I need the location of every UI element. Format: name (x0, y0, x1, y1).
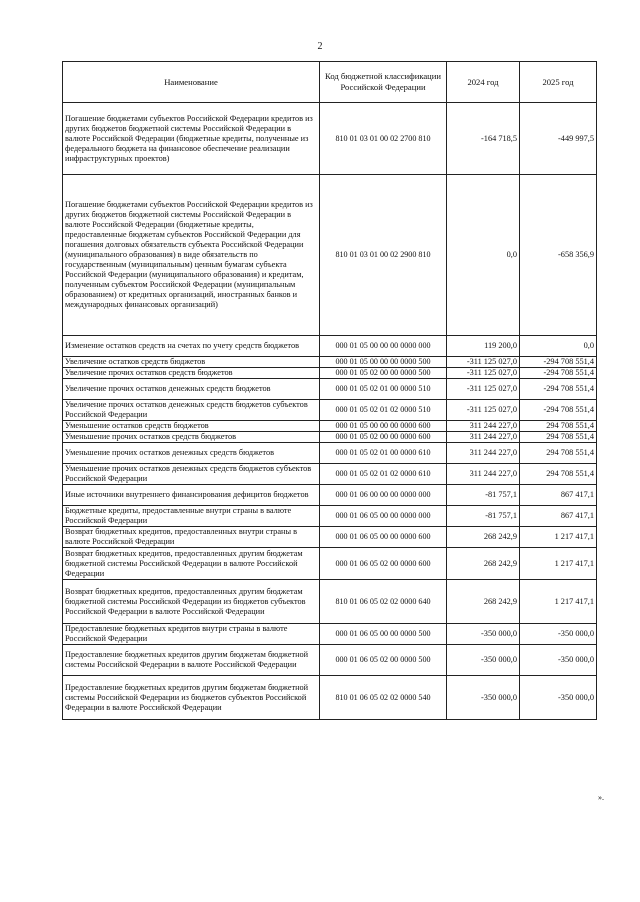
budget-sources-table (62, 61, 597, 720)
row-code: 000 01 06 05 00 00 0000 500 (320, 624, 447, 645)
row-code: 000 01 05 02 01 02 0000 610 (320, 464, 447, 485)
row-value-2024: 268 242,9 (447, 527, 520, 548)
row-value-2024: -311 125 027,0 (447, 400, 520, 421)
row-value-2025: -350 000,0 (520, 624, 597, 645)
row-value-2024: 0,0 (447, 175, 520, 336)
table-body (63, 103, 597, 720)
row-value-2024: 311 244 227,0 (447, 464, 520, 485)
row-value-2024: 119 200,0 (447, 336, 520, 357)
row-value-2025: 1 217 417,1 (520, 580, 597, 624)
row-code: 000 01 06 05 00 00 0000 600 (320, 527, 447, 548)
header-name: Наименование (63, 62, 320, 103)
table-row (63, 580, 597, 624)
row-value-2025: -350 000,0 (520, 645, 597, 676)
row-value-2024: -311 125 027,0 (447, 379, 520, 400)
row-value-2025: -350 000,0 (520, 676, 597, 720)
row-code: 810 01 03 01 00 02 2700 810 (320, 103, 447, 175)
row-value-2024: -81 757,1 (447, 485, 520, 506)
table-row (63, 506, 597, 527)
row-value-2025: -294 708 551,4 (520, 400, 597, 421)
table-row (63, 676, 597, 720)
row-code: 810 01 03 01 00 02 2900 810 (320, 175, 447, 336)
table-row (63, 548, 597, 580)
row-name: Возврат бюджетных кредитов, предоставленных внутри страны в валюте Российской Федерации (63, 527, 320, 548)
row-value-2025: 294 708 551,4 (520, 443, 597, 464)
row-value-2024: 311 244 227,0 (447, 432, 520, 443)
table-row (63, 336, 597, 357)
row-value-2024: 268 242,9 (447, 580, 520, 624)
row-code: 000 01 05 00 00 00 0000 500 (320, 357, 447, 368)
table-row (63, 624, 597, 645)
row-value-2024: -350 000,0 (447, 676, 520, 720)
row-value-2025: 294 708 551,4 (520, 432, 597, 443)
table-row (63, 379, 597, 400)
header-code: Код бюджетной классификации Российской Федерации (320, 62, 447, 103)
row-name: Уменьшение прочих остатков денежных средств бюджетов (63, 443, 320, 464)
row-value-2024: -311 125 027,0 (447, 368, 520, 379)
row-value-2024: -81 757,1 (447, 506, 520, 527)
row-value-2024: 268 242,9 (447, 548, 520, 580)
table-row (63, 421, 597, 432)
row-name: Увеличение прочих остатков денежных средств бюджетов (63, 379, 320, 400)
row-code: 000 01 05 00 00 00 0000 600 (320, 421, 447, 432)
row-name: Бюджетные кредиты, предоставленные внутри страны в валюте Российской Федерации (63, 506, 320, 527)
table-row (63, 443, 597, 464)
row-name: Изменение остатков средств на счетах по учету средств бюджетов (63, 336, 320, 357)
row-code: 810 01 06 05 02 02 0000 540 (320, 676, 447, 720)
row-code: 810 01 06 05 02 02 0000 640 (320, 580, 447, 624)
row-value-2025: 1 217 417,1 (520, 548, 597, 580)
row-value-2025: 867 417,1 (520, 485, 597, 506)
row-name: Иные источники внутреннего финансирования дефицитов бюджетов (63, 485, 320, 506)
row-name: Уменьшение остатков средств бюджетов (63, 421, 320, 432)
row-name: Предоставление бюджетных кредитов другим бюджетам бюджетной системы Российской Федерации из бюджетов субъектов Российской Федерации в валюте Российской Федерации (63, 676, 320, 720)
row-value-2024: -350 000,0 (447, 645, 520, 676)
row-value-2024: -311 125 027,0 (447, 357, 520, 368)
row-name: Погашение бюджетами субъектов Российской Федерации кредитов из других бюджетов бюджетной системы Российской Федерации в валюте Российской Федерации (бюджетные кредиты, полученные из федерального бюджета на финансовое обеспечение реализации инфраструктурных проектов) (63, 103, 320, 175)
row-code: 000 01 06 05 02 00 0000 600 (320, 548, 447, 580)
row-code: 000 01 06 00 00 00 0000 000 (320, 485, 447, 506)
row-name: Увеличение прочих остатков средств бюджетов (63, 368, 320, 379)
row-value-2025: -294 708 551,4 (520, 379, 597, 400)
row-value-2025: -294 708 551,4 (520, 368, 597, 379)
table-row (63, 464, 597, 485)
table-header-row (63, 62, 597, 103)
row-value-2025: -294 708 551,4 (520, 357, 597, 368)
row-value-2025: -449 997,5 (520, 103, 597, 175)
table-row (63, 400, 597, 421)
row-code: 000 01 06 05 00 00 0000 000 (320, 506, 447, 527)
header-2024: 2024 год (447, 62, 520, 103)
row-code: 000 01 06 05 02 00 0000 500 (320, 645, 447, 676)
row-value-2024: 311 244 227,0 (447, 443, 520, 464)
row-code: 000 01 05 02 01 02 0000 510 (320, 400, 447, 421)
table-row (63, 527, 597, 548)
table-row (63, 485, 597, 506)
row-value-2025: 294 708 551,4 (520, 464, 597, 485)
row-code: 000 01 05 02 00 00 0000 500 (320, 368, 447, 379)
row-code: 000 01 05 00 00 00 0000 000 (320, 336, 447, 357)
row-value-2025: 0,0 (520, 336, 597, 357)
table-row (63, 368, 597, 379)
header-2025: 2025 год (520, 62, 597, 103)
row-name: Предоставление бюджетных кредитов другим бюджетам бюджетной системы Российской Федерации в валюте Российской Федерации (63, 645, 320, 676)
row-value-2024: 311 244 227,0 (447, 421, 520, 432)
row-value-2025: 1 217 417,1 (520, 527, 597, 548)
row-name: Предоставление бюджетных кредитов внутри страны в валюте Российской Федерации (63, 624, 320, 645)
row-name: Погашение бюджетами субъектов Российской Федерации кредитов из других бюджетов бюджетной системы Российской Федерации в валюте Российской Федерации (бюджетные кредиты, предоставленные бюджетам субъектов Российской Федерации для погашения долговых обязательств субъекта Российской Федерации (муниципального образования) в виде обязательств по государственным (муниципальным) ценным бумагам субъекта Российской Федерации (муниципального образования) и кредитам, полученным субъектом Российской Федерации (муниципальным образованием) от кредитных организаций, иностранных банков и международных финансовых организаций) (63, 175, 320, 336)
row-name: Увеличение прочих остатков денежных средств бюджетов субъектов Российской Федерации (63, 400, 320, 421)
row-code: 000 01 05 02 01 00 0000 510 (320, 379, 447, 400)
closing-quote-mark: ». (598, 793, 604, 802)
row-name: Возврат бюджетных кредитов, предоставленных другим бюджетам бюджетной системы Российской Федерации в валюте Российской Федерации (63, 548, 320, 580)
row-value-2024: -350 000,0 (447, 624, 520, 645)
row-code: 000 01 05 02 00 00 0000 600 (320, 432, 447, 443)
page-number: 2 (317, 41, 323, 52)
table-row (63, 432, 597, 443)
row-value-2025: 867 417,1 (520, 506, 597, 527)
row-name: Уменьшение прочих остатков денежных средств бюджетов субъектов Российской Федерации (63, 464, 320, 485)
table-row (63, 645, 597, 676)
row-value-2025: 294 708 551,4 (520, 421, 597, 432)
row-name: Возврат бюджетных кредитов, предоставленных другим бюджетам бюджетной системы Российской Федерации из бюджетов субъектов Российской Федерации в валюте Российской Федерации (63, 580, 320, 624)
table-row (63, 175, 597, 336)
row-value-2025: -658 356,9 (520, 175, 597, 336)
row-name: Увеличение остатков средств бюджетов (63, 357, 320, 368)
table-row (63, 357, 597, 368)
row-value-2024: -164 718,5 (447, 103, 520, 175)
table-row (63, 103, 597, 175)
row-name: Уменьшение прочих остатков средств бюджетов (63, 432, 320, 443)
row-code: 000 01 05 02 01 00 0000 610 (320, 443, 447, 464)
